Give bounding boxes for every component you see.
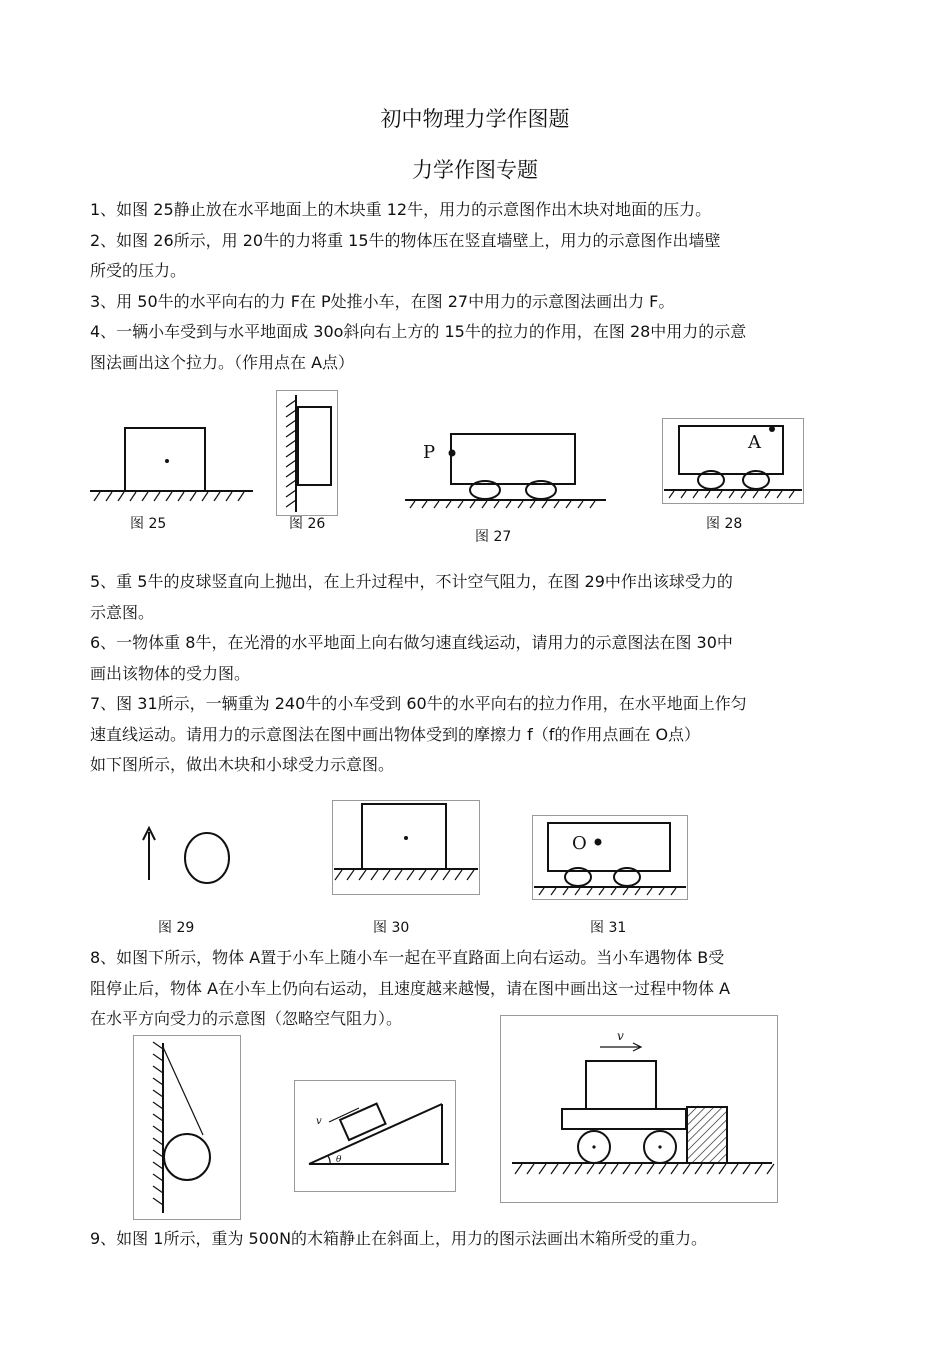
question-6-line: 6、一物体重 8牛，在光滑的水平地面上向右做匀速直线运动，请用力的示意图法在图 30中 <box>90 633 733 652</box>
question-1 <box>90 195 870 378</box>
question-5-line: 5、重 5牛的皮球竖直向上抛出，在上升过程中，不计空气阻力，在图 29中作出该球受力的 <box>90 572 733 591</box>
figure-25 <box>90 420 255 505</box>
figure-31-caption: 图 31 <box>590 920 627 936</box>
page-title: 初中物理力学作图题 <box>380 107 570 131</box>
question-5-line: 示意图。 <box>90 602 155 622</box>
label-o: O <box>572 833 587 854</box>
figure-26-caption: 图 26 <box>289 516 326 532</box>
question-6-line: 画出该物体的受力图。 <box>90 663 251 683</box>
label-v-incline: v <box>316 1116 322 1127</box>
question-3-line: 3、用 50牛的水平向右的力 F在 P处推小车，在图 27中用力的示意图法画出力 F。 <box>90 291 675 311</box>
question-8-line: 阻停止后，物体 A在小车上仍向右运动，且速度越来越慢，请在图中画出这一过程中物体 A <box>90 978 731 998</box>
question-8-line: 在水平方向受力的示意图（忽略空气阻力）。 <box>90 1009 403 1028</box>
question-9-line: 9、如图 1所示，重为 500N的木箱静止在斜面上，用力的图示法画出木箱所受的重力。 <box>90 1229 708 1248</box>
figure-27 <box>403 428 608 510</box>
figure-27-caption: 图 27 <box>475 529 512 545</box>
figure-30 <box>332 800 480 895</box>
figure-26 <box>276 390 338 516</box>
figure-29 <box>135 822 240 892</box>
question-7-line: 如下图所示，做出木块和小球受力示意图。 <box>90 755 395 774</box>
question-7-line: 速直线运动。请用力的示意图法在图中画出物体受到的摩擦力 f（f的作用点画在 O点） <box>90 724 701 744</box>
figure-cart-obstacle <box>500 1015 778 1203</box>
question-9 <box>90 1224 870 1255</box>
page-subtitle: 力学作图专题 <box>412 158 538 182</box>
question-4-line: 图法画出这个拉力。（作用点在 A点） <box>90 352 355 372</box>
figure-28-caption: 图 28 <box>706 516 743 532</box>
figure-29-caption: 图 29 <box>158 920 195 936</box>
question-2-line: 2、如图 26所示，用 20牛的力将重 15牛的物体压在竖直墙壁上，用力的示意图作出墙壁 <box>90 230 721 250</box>
label-theta: θ <box>336 1155 342 1165</box>
question-2-line: 所受的压力。 <box>90 261 187 280</box>
questions-5-7 <box>90 567 870 781</box>
label-a: A <box>748 432 761 453</box>
label-v-cart: v <box>617 1029 624 1043</box>
figure-28 <box>662 418 804 504</box>
question-7-line: 7、图 31所示，一辆重为 240牛的小车受到 60牛的水平向右的拉力作用，在水平地面上作匀 <box>90 694 747 713</box>
obstacle-b <box>687 1107 727 1163</box>
figure-31 <box>532 815 692 900</box>
figure-incline <box>294 1080 456 1192</box>
figure-hanging-ball <box>133 1035 241 1220</box>
figure-25-caption: 图 25 <box>130 516 167 532</box>
question-1-line: 1、如图 25静止放在水平地面上的木块重 12牛，用力的示意图作出木块对地面的压力。 <box>90 200 712 219</box>
label-p: P <box>423 442 436 463</box>
figure-30-caption: 图 30 <box>373 920 410 936</box>
question-4-line: 4、一辆小车受到与水平地面成 30o斜向右上方的 15牛的拉力的作用，在图 28中用力的示意 <box>90 322 747 341</box>
question-8-line: 8、如图下所示，物体 A置于小车上随小车一起在平直路面上向右运动。当小车遇物体 B受 <box>90 948 725 967</box>
